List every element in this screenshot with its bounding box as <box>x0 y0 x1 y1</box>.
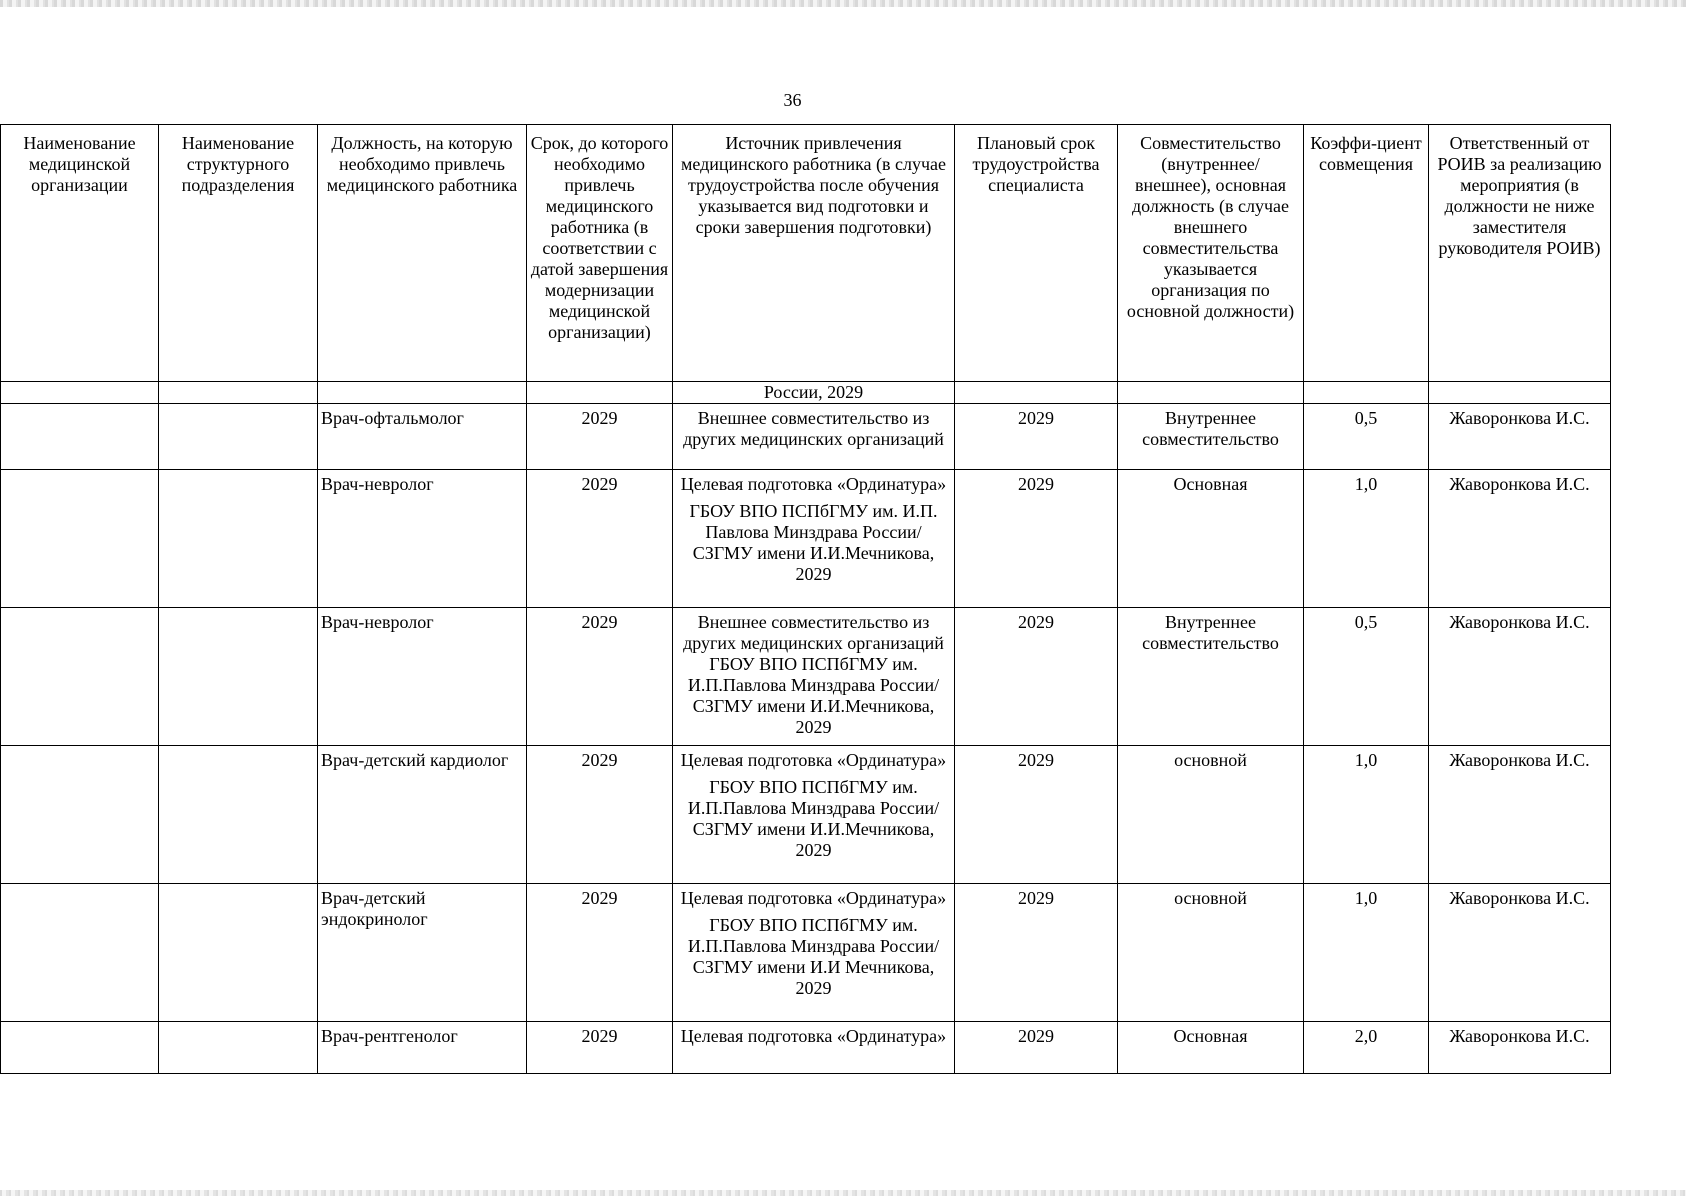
source-type: Целевая подготовка «Ординатура» <box>680 1026 947 1046</box>
table-row <box>1 746 1611 884</box>
header-org-name: Наименование медицинской организации <box>1 125 159 382</box>
cell-planned: 2029 <box>955 404 1118 470</box>
header-position: Должность, на которую необходимо привлечь медицинского работника <box>318 125 527 382</box>
cell-coefficient: 1,0 <box>1304 884 1429 1022</box>
source-organization: ГБОУ ВПО ПСПбГМУ им. И.П.Павлова Минздрава России/ СЗГМУ имени И.И.Мечникова, 2029 <box>687 777 940 860</box>
table-row <box>1 404 1611 470</box>
cell-combination: Внутреннее совместительство <box>1118 404 1304 470</box>
header-deadline: Срок, до которого необходимо привлечь медицинского работника (в соответствии с датой завершения модернизации медицинской организации) <box>527 125 673 382</box>
cell-responsible: Жаворонкова И.С. <box>1429 608 1611 746</box>
cell-position: Врач-детский эндокринолог <box>318 884 527 1022</box>
source-type: Внешнее совместительство из других медицинских организаций <box>683 408 944 449</box>
source-organization: ГБОУ ВПО ПСПбГМУ им. И.П.Павлова Минздрава России/ СЗГМУ имени И.И Мечникова, 2029 <box>687 915 940 998</box>
cell-deadline: 2029 <box>527 404 673 470</box>
source-type: Целевая подготовка «Ординатура» <box>680 750 947 770</box>
cell-responsible: Жаворонкова И.С. <box>1429 1022 1611 1074</box>
cell-department <box>159 746 318 884</box>
cell-deadline: 2029 <box>527 608 673 746</box>
cell-responsible: Жаворонкова И.С. <box>1429 746 1611 884</box>
cell-department <box>159 608 318 746</box>
table-row <box>1 884 1611 1022</box>
cell-org <box>1 608 159 746</box>
cell-planned: 2029 <box>955 470 1118 608</box>
cell-org <box>1 404 159 470</box>
page-number: 36 <box>783 90 802 110</box>
cell-combination: основной <box>1118 884 1304 1022</box>
table-row <box>1 608 1611 746</box>
cell-org <box>1 746 159 884</box>
table-row <box>1 1022 1611 1074</box>
staffing-table <box>0 124 1611 1074</box>
cell-coefficient: 1,0 <box>1304 470 1429 608</box>
source-organization: ГБОУ ВПО ПСПбГМУ им. И.П. Павлова Минздрава России/ СЗГМУ имени И.И.Мечникова, 2029 <box>689 501 938 584</box>
scan-edge-bottom <box>0 1190 1686 1196</box>
cell-position: Врач-рентгенолог <box>318 1022 527 1074</box>
cell-department <box>159 1022 318 1074</box>
header-responsible: Ответственный от РОИВ за реализацию мероприятия (в должности не ниже заместителя руководителя РОИВ) <box>1429 125 1611 382</box>
cell-source <box>673 1022 955 1074</box>
cell-coefficient: 2,0 <box>1304 1022 1429 1074</box>
cell-coefficient: 0,5 <box>1304 404 1429 470</box>
source-type: Целевая подготовка «Ординатура» <box>680 888 947 908</box>
cell-deadline: 2029 <box>527 746 673 884</box>
header-row <box>1 125 1611 382</box>
cell-source <box>673 884 955 1022</box>
source-organization: ГБОУ ВПО ПСПбГМУ им. И.П.Павлова Минздрава России/ СЗГМУ имени И.И.Мечникова, 2029 <box>687 654 940 737</box>
header-combination: Совместительство (внутреннее/ внешнее), основная должность (в случае внешнего совместительства указывается организация по основной должности) <box>1118 125 1304 382</box>
scan-edge-top <box>0 0 1686 7</box>
source-type: Внешнее совместительство из других медицинских организаций <box>683 612 944 653</box>
cell-source <box>673 608 955 746</box>
cell-source <box>673 404 955 470</box>
cell-responsible: Жаворонкова И.С. <box>1429 470 1611 608</box>
cell-org <box>1 1022 159 1074</box>
cell-coefficient: 0,5 <box>1304 608 1429 746</box>
header-department: Наименование структурного подразделения <box>159 125 318 382</box>
cell-deadline: 2029 <box>527 884 673 1022</box>
cell-source <box>673 470 955 608</box>
cell-planned: 2029 <box>955 608 1118 746</box>
header-source: Источник привлечения медицинского работника (в случае трудоустройства после обучения указывается вид подготовки и сроки завершения подготовки) <box>673 125 955 382</box>
continuation-row <box>1 382 1611 404</box>
cell-org <box>1 884 159 1022</box>
cell-position: Врач-офтальмолог <box>318 404 527 470</box>
cell-coefficient: 1,0 <box>1304 746 1429 884</box>
cell-planned: 2029 <box>955 746 1118 884</box>
cell-position: Врач-невролог <box>318 608 527 746</box>
cell-deadline: 2029 <box>527 470 673 608</box>
cell-combination: Основная <box>1118 470 1304 608</box>
cell-org <box>1 470 159 608</box>
cell-combination: Внутреннее совместительство <box>1118 608 1304 746</box>
cell-department <box>159 470 318 608</box>
continuation-text: России, 2029 <box>673 382 955 404</box>
table-row <box>1 470 1611 608</box>
source-type: Целевая подготовка «Ординатура» <box>680 474 947 494</box>
cell-position: Врач-невролог <box>318 470 527 608</box>
cell-source <box>673 746 955 884</box>
cell-combination: Основная <box>1118 1022 1304 1074</box>
cell-department <box>159 884 318 1022</box>
cell-combination: основной <box>1118 746 1304 884</box>
cell-responsible: Жаворонкова И.С. <box>1429 404 1611 470</box>
cell-department <box>159 404 318 470</box>
cell-deadline: 2029 <box>527 1022 673 1074</box>
header-coefficient: Коэффи-циент совмещения <box>1304 125 1429 382</box>
cell-position: Врач-детский кардиолог <box>318 746 527 884</box>
cell-planned: 2029 <box>955 1022 1118 1074</box>
cell-responsible: Жаворонкова И.С. <box>1429 884 1611 1022</box>
cell-planned: 2029 <box>955 884 1118 1022</box>
header-planned-date: Плановый срок трудоустройства специалиста <box>955 125 1118 382</box>
